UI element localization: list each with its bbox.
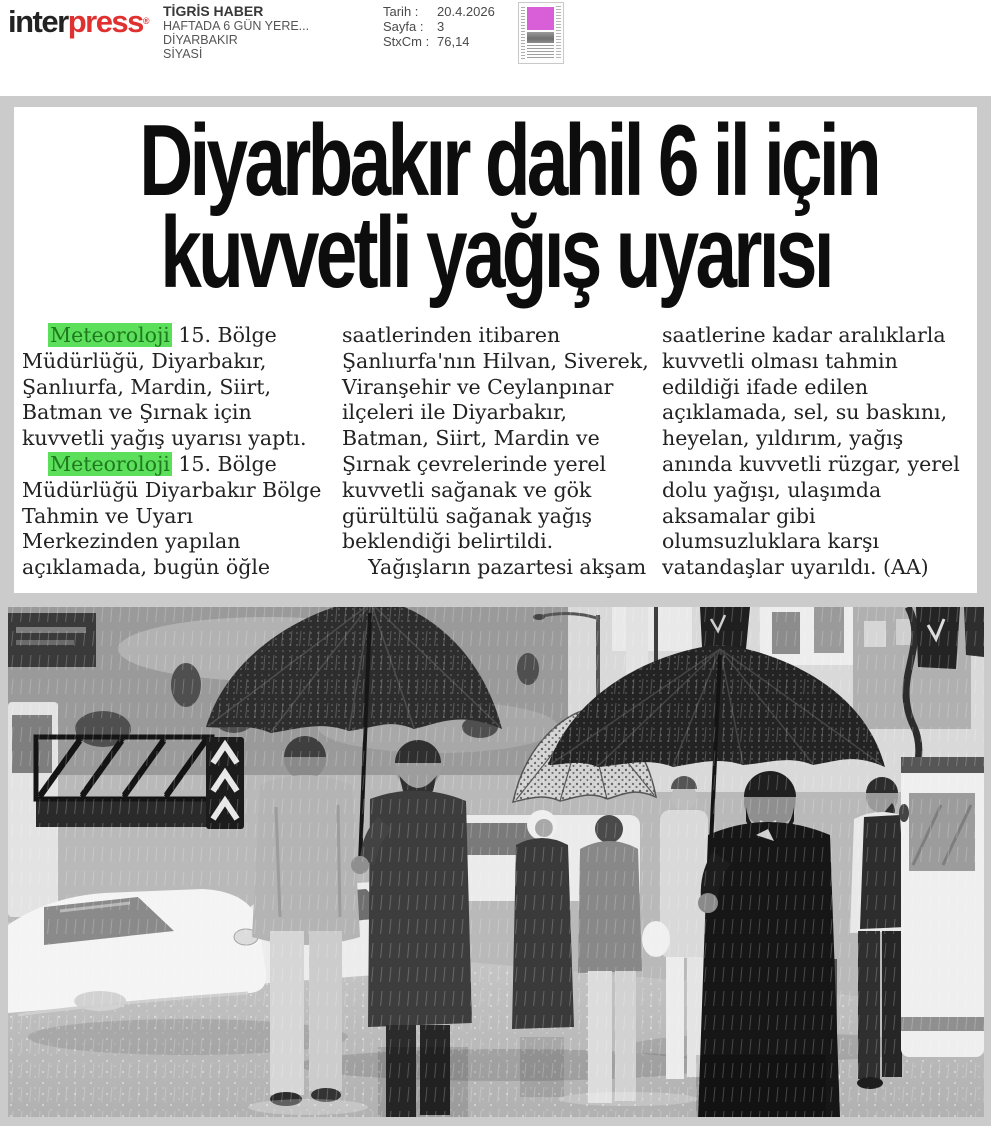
meta-value-page: 3: [437, 19, 445, 34]
article-photo-rainy-street: [8, 607, 984, 1117]
article-columns: [22, 323, 977, 581]
publication-frequency: HAFTADA 6 GÜN YERE...: [163, 19, 310, 33]
meta-value-stxcm: 76,14: [437, 34, 470, 49]
clipping-frame: [0, 96, 991, 1126]
thumbnail-text-area: [527, 45, 554, 60]
page-thumbnail[interactable]: [518, 2, 564, 64]
highlighted-keyword: Meteoroloji: [50, 451, 170, 476]
meta-label-stxcm: StxCm :: [383, 34, 430, 49]
publication-city: DİYARBAKIR: [163, 33, 238, 47]
meta-row-stxcm: [383, 34, 495, 49]
thumbnail-right-column: [556, 6, 561, 60]
meta-label-date: Tarih :: [383, 4, 419, 19]
meta-label-page: Sayfa :: [383, 19, 424, 34]
registered-mark: ®: [142, 16, 150, 26]
article-column-1: Meteoroloji 15. Bölge Müdürlüğü, Diyarbakır, Şanlıurfa, Mardin, Siirt, Batman ve Şırnak için kuvvetli yağış uyarısı yaptı. Meteoroloji 15. Bölge Müdürlüğü Diyarbakır Bölge Tahmin ve Uyarı Merkezinden yapılan açıklamada, bugün öğle: [22, 323, 322, 580]
article-box: [14, 107, 977, 593]
thumbnail-highlight-area: [527, 7, 554, 30]
meta-value-date: 20.4.2026: [437, 4, 495, 19]
publication-name: TİGRİS HABER: [163, 3, 264, 19]
thumbnail-photo-area: [527, 32, 554, 43]
highlighted-keyword: Meteoroloji: [50, 323, 170, 347]
article-column-3: saatlerine kadar aralıklarla kuvvetli olması tahmin edildiği ifade edilen açıklamada, sel, su baskını, heyelan, yıldırım, yağış anında kuvvetli rüzgar, yerel dolu yağışı, ulaşımda aksamalar gibi olumsuzluklara karşı vatandaşlar uyarıldı. (AA): [662, 323, 960, 580]
meta-row-date: [383, 4, 495, 19]
clipping-header: [0, 0, 991, 96]
meta-row-page: [383, 19, 495, 34]
photo-illustration: [8, 607, 984, 1117]
interpress-logo: [8, 6, 150, 37]
publication-info: [163, 4, 309, 61]
publication-category: SİYASİ: [163, 47, 203, 61]
logo-part-press: press: [67, 4, 143, 39]
clipping-meta: [383, 4, 495, 49]
thumbnail-left-column: [521, 7, 525, 59]
article-headline: Diyarbakır dahil 6 il için kuvvetli yağış uyarısı: [139, 105, 878, 309]
logo-part-inter: inter: [8, 4, 68, 39]
article-column-2: saatlerinden itibaren Şanlıurfa'nın Hilvan, Siverek, Viranşehir ve Ceylanpınar ilçeleri ile Diyarbakır, Batman, Siirt, Mardin ve Şırnak çevrelerinde yerel kuvvetli sağanak ve gök gürültülü sağanak yağış beklendiği belirtildi. Yağışların pazartesi akşam: [342, 323, 649, 580]
